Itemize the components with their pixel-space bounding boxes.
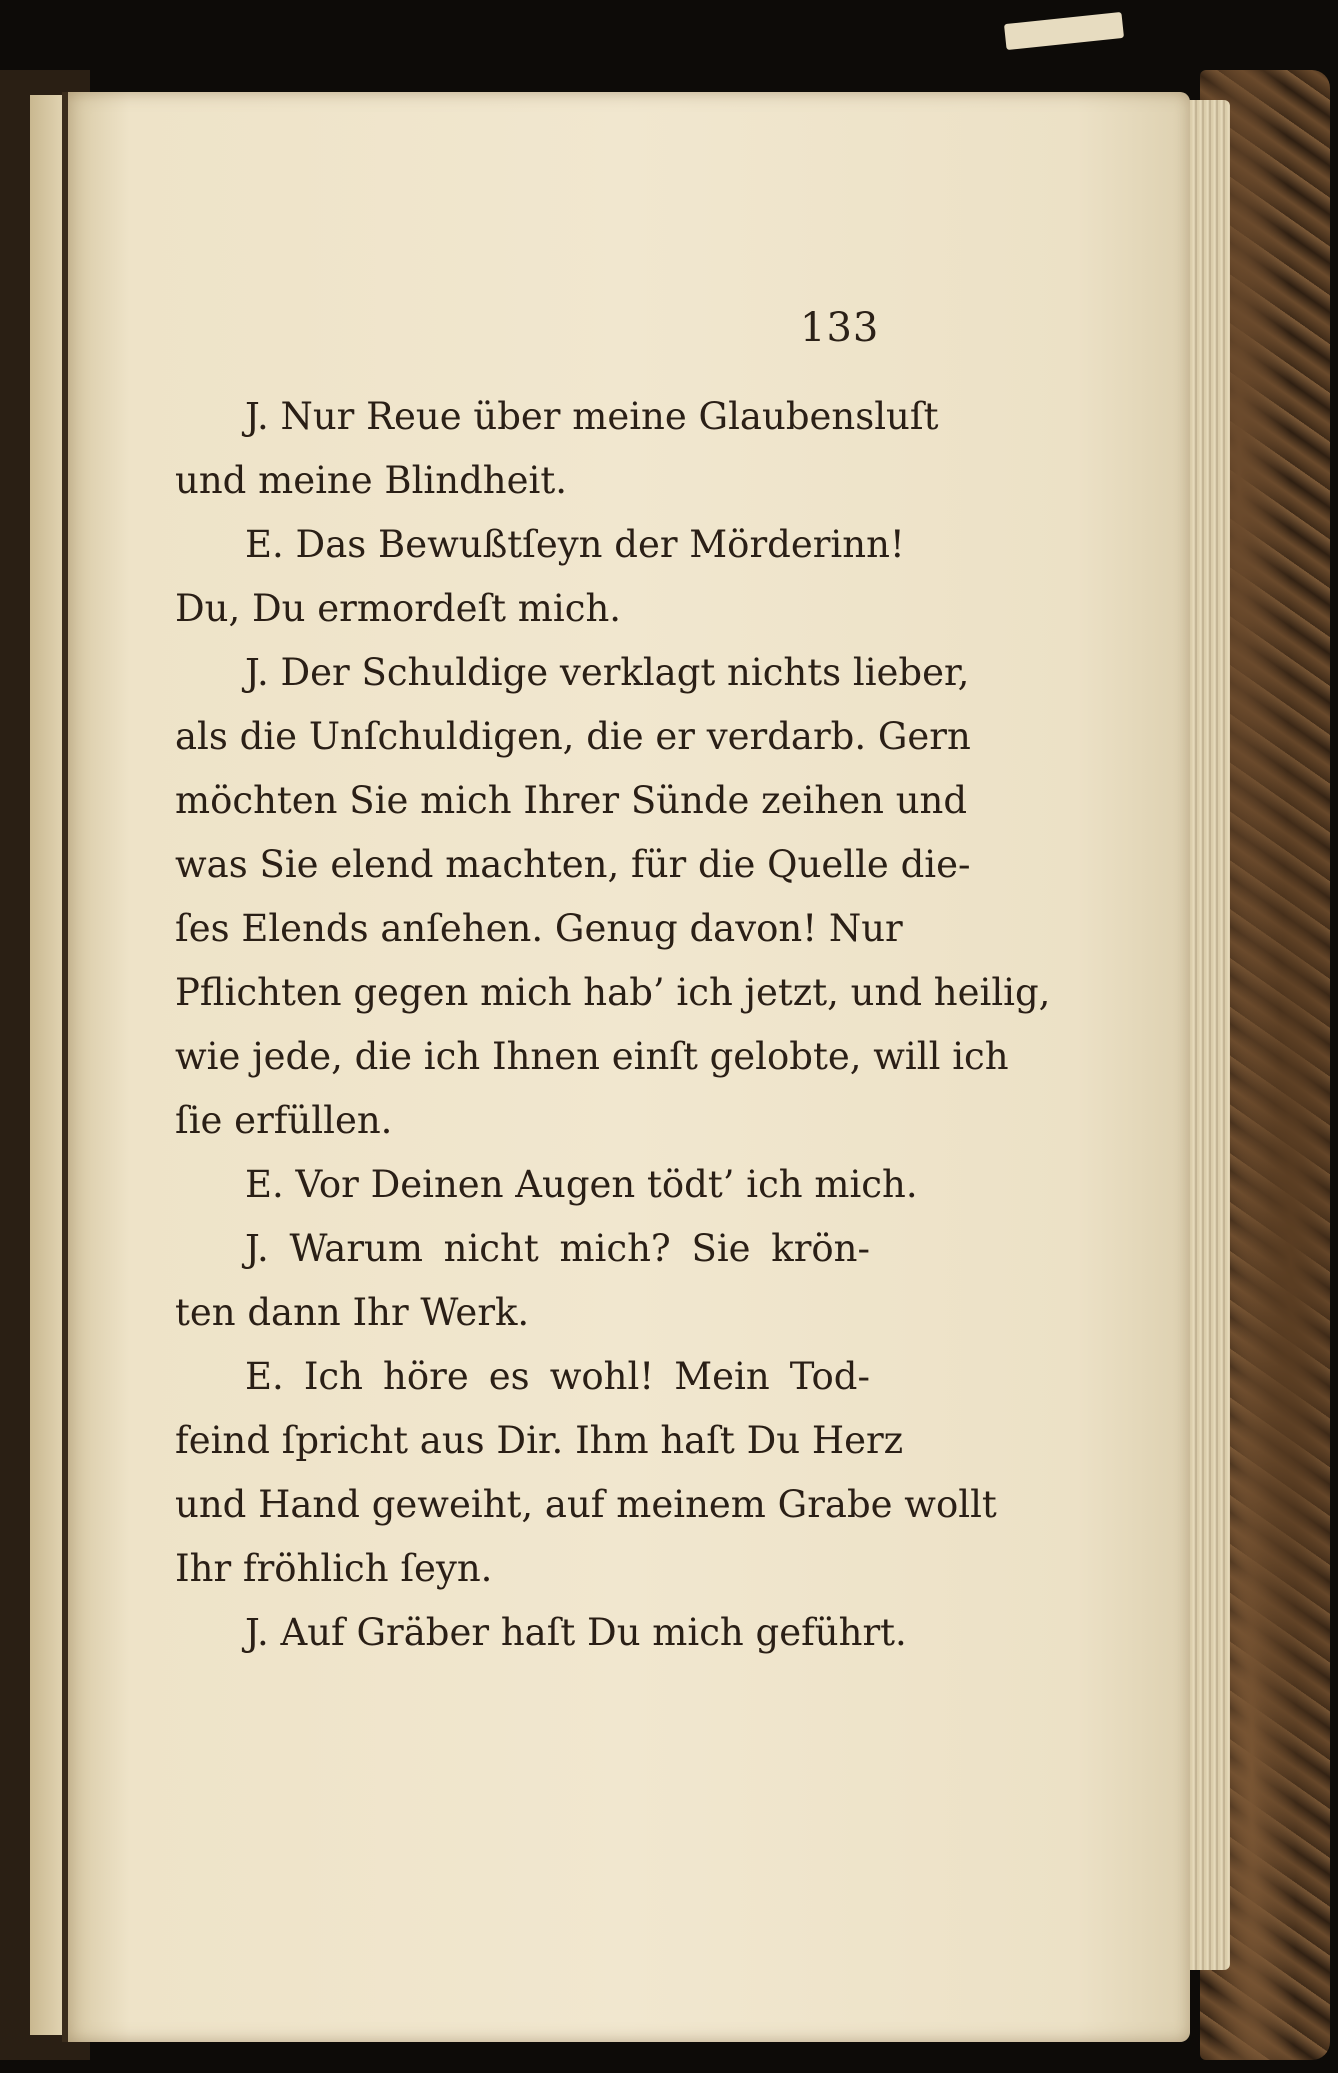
text-line: ſes Elends anſehen. Genug davon! Nur <box>175 907 903 950</box>
text-line: und Hand geweiht, auf meinem Grabe wollt <box>175 1483 997 1526</box>
text-line: J. Auf Gräber haſt Du mich geführt. <box>245 1611 907 1654</box>
text-line: Du, Du ermordeſt mich. <box>175 587 622 630</box>
paper-tab <box>1004 12 1124 50</box>
text-line: feind ſpricht aus Dir. Ihm haſt Du Herz <box>175 1419 904 1462</box>
text-line: was Sie elend machten, für die Quelle die- <box>175 843 971 886</box>
text-line: ſie erfüllen. <box>175 1099 393 1142</box>
text-line: J. Warum nicht mich? Sie krön- <box>245 1227 870 1270</box>
text-line: E. Das Bewußtſeyn der Mörderinn! <box>245 523 905 566</box>
text-line: Ihr fröhlich ſeyn. <box>175 1547 493 1590</box>
text-line: E. Vor Deinen Augen tödt’ ich mich. <box>245 1163 918 1206</box>
text-line: möchten Sie mich Ihrer Sünde zeihen und <box>175 779 968 822</box>
text-line: und meine Blindheit. <box>175 459 567 502</box>
text-line: Pflichten gegen mich hab’ ich jetzt, und heilig, <box>175 971 1051 1014</box>
text-line: ten dann Ihr Werk. <box>175 1291 530 1334</box>
text-line: wie jede, die ich Ihnen einſt gelobte, will ich <box>175 1035 1009 1078</box>
book-gutter <box>62 92 68 2042</box>
page-number: 133 <box>800 305 880 351</box>
text-line: als die Unſchuldigen, die er verdarb. Gern <box>175 715 971 758</box>
text-line: E. Ich höre es wohl! Mein Tod- <box>245 1355 870 1398</box>
page-text <box>175 385 1051 1665</box>
text-line: J. Der Schuldige verklagt nichts lieber, <box>245 651 970 694</box>
text-line: J. Nur Reue über meine Glaubensluſt <box>245 395 939 438</box>
